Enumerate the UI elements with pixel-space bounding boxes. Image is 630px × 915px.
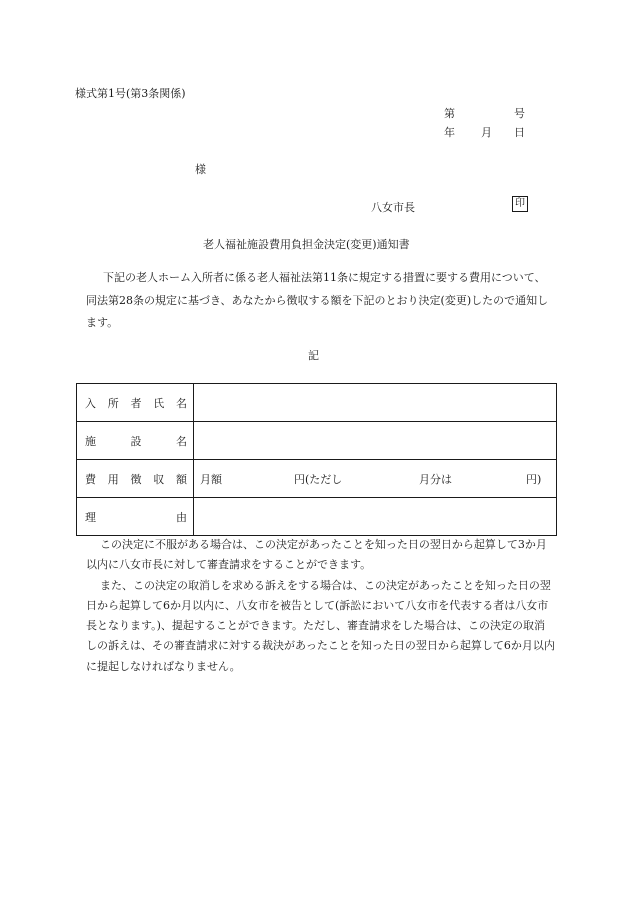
facility-name-label xyxy=(77,422,194,460)
facility-name-field xyxy=(194,422,557,460)
label-char: 名 xyxy=(176,434,187,448)
label-char: 施 xyxy=(85,434,96,448)
date-month-label: 月 xyxy=(481,126,492,139)
label-char: 徴 xyxy=(130,472,142,486)
info-table xyxy=(76,383,557,536)
ki-heading: 記 xyxy=(308,349,319,362)
label-char: 入 xyxy=(85,396,96,410)
table-row xyxy=(77,460,557,498)
date-day-label: 日 xyxy=(514,126,525,139)
seal-mark: 印 xyxy=(512,196,528,212)
form-number: 様式第1号(第3条関係) xyxy=(75,87,186,100)
document-title: 老人福祉施設費用負担金決定(変更)通知書 xyxy=(203,238,410,251)
label-char: 収 xyxy=(153,472,165,486)
label-char: 理 xyxy=(85,510,96,524)
fee-amount-label xyxy=(77,460,194,498)
table-row xyxy=(77,498,557,536)
reason-field xyxy=(194,498,557,536)
addressee-suffix: 様 xyxy=(195,163,206,176)
resident-name-label xyxy=(77,384,194,422)
fee-yen-tadashi-label: 円(ただし xyxy=(294,472,343,486)
reason-label xyxy=(77,498,194,536)
resident-name-field xyxy=(194,384,557,422)
issuer-name: 八女市長 xyxy=(371,201,415,214)
label-char: 設 xyxy=(130,434,142,448)
label-char: 額 xyxy=(176,472,187,486)
fee-yen-close-label: 円) xyxy=(526,472,542,486)
label-char: 氏 xyxy=(153,396,165,410)
fee-month-part-label: 月分は xyxy=(419,472,452,486)
label-char: 名 xyxy=(176,396,187,410)
appeal-notice xyxy=(86,535,556,677)
table-row xyxy=(77,384,557,422)
label-char: 費 xyxy=(85,472,96,486)
table-row xyxy=(77,422,557,460)
label-char: 用 xyxy=(107,472,119,486)
notice-paragraph: また、この決定の取消しを求める訴えをする場合は、この決定があったことを知った日の翌日から起算して6か月以内に、八女市を被告として(訴訟において八女市を代表する者は八女市長となります。)、提起することができます。ただし、審査請求をした場合は、この決定の取消しの訴えは、その審査請求に対する裁決があったことを知った日の翌日から起算して6か月以内に提起しなければなりません。 xyxy=(86,578,555,673)
label-char: 由 xyxy=(176,510,187,524)
body-paragraph: 下記の老人ホーム入所者に係る老人福祉法第11条に規定する措置に要する費用について、同法第28条の規定に基づき、あなたから徴収する額を下記のとおり決定(変更)したので通知します。 xyxy=(86,271,549,329)
doc-number-prefix: 第 xyxy=(444,107,455,120)
fee-amount-field xyxy=(194,460,557,498)
label-char: 所 xyxy=(107,396,119,410)
date-year-label: 年 xyxy=(444,126,455,139)
fee-monthly-label: 月額 xyxy=(200,472,222,486)
doc-number-suffix: 号 xyxy=(514,107,525,120)
notice-paragraph: この決定に不服がある場合は、この決定があったことを知った日の翌日から起算して3か月以内に八女市長に対して審査請求をすることができます。 xyxy=(86,538,547,572)
label-char: 者 xyxy=(130,396,142,410)
